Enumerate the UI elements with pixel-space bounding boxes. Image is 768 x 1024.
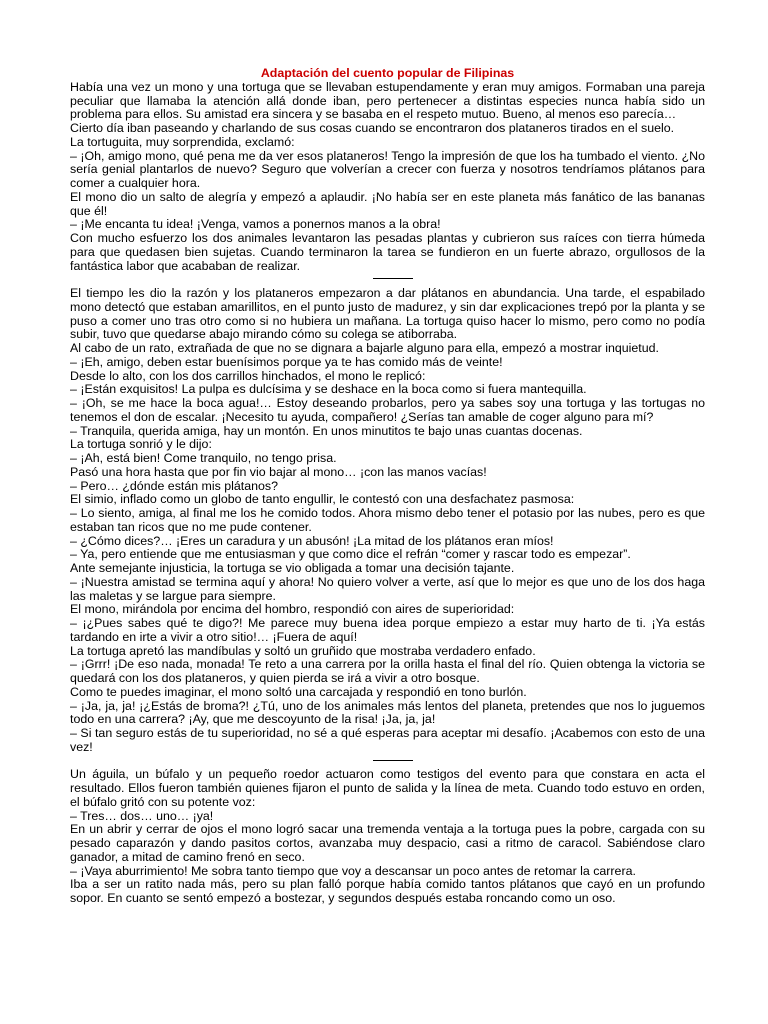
paragraph: – ¡Vaya aburrimiento! Me sobra tanto tiempo que voy a descansar un poco antes de retomar la carrera.: [70, 863, 636, 878]
paragraph: – ¡Grrr! ¡De eso nada, monada! Te reto a una carrera por la orilla hasta el final del río. Quien obtenga la victoria se quedará con los dos plataneros, y quien pierda se irá a vivir a otro bosque.: [70, 657, 705, 685]
paragraph: El mono dio un salto de alegría y empezó a aplaudir. ¡No había ser en este planeta más fanático de las bananas que él!: [70, 189, 705, 218]
story-title: Adaptación del cuento popular de Filipinas: [260, 66, 515, 80]
paragraph: El tiempo les dio la razón y los plataneros empezaron a dar plátanos en abundancia. Una tarde, el espabilado mono detectó que estaban amarillitos, en el punto justo de madurez, y sin dar explicaciones trepó por la planta y se puso a comer uno tras otro como si no hubiera un mañana. La tortuga quiso hacer lo mismo, pero como no podía subir, tuvo que quedarse abajo mirando cómo su colega se atiborraba.: [70, 286, 705, 342]
paragraph: En un abrir y cerrar de ojos el mono logró sacar una tremenda ventaja a la tortuga pues la pobre, cargada con su pesado caparazón y dando pasitos cortos, avanzaba muy despacio, casi a ritmo de caracol. Sabiéndose claro ganador, a mitad de camino frenó en seco.: [70, 822, 705, 864]
paragraph: Al cabo de un rato, extrañada de que no se dignara a bajarle alguno para ella, empezó a mostrar inquietud.: [70, 341, 659, 355]
section-2: [70, 287, 705, 755]
paragraph: Desde lo alto, con los dos carrillos hinchados, el mono le replicó:: [70, 368, 426, 383]
paragraph: – ¡Me encanta tu idea! ¡Venga, vamos a ponernos manos a la obra!: [70, 217, 441, 232]
paragraph: – ¡Eh, amigo, deben estar buenísimos porque ya te has comido más de veinte!: [70, 354, 503, 369]
paragraph: – Si tan seguro estás de tu superioridad, no sé a qué esperas para aceptar mi desafío. ¡Acabemos con esto de una vez!: [70, 726, 705, 754]
paragraph: – Tres… dos… uno… ¡ya!: [70, 808, 214, 823]
paragraph: Como te puedes imaginar, el mono soltó una carcajada y respondió en tono burlón.: [70, 684, 527, 699]
paragraph: Pasó una hora hasta que por fin vio bajar al mono… ¡con las manos vacías!: [70, 464, 487, 479]
paragraph: – ¡¿Pues sabes qué te digo?! Me parece muy buena idea porque empiezo a estar muy harto de ti. ¡Ya estás tardando en irte a vivir a otro sitio!… ¡Fuera de aquí!: [70, 616, 705, 644]
paragraph: Un águila, un búfalo y un pequeño roedor actuaron como testigos del evento para que constara en acta el resultado. Ellos fueron también quienes fijaron el punto de salida y la línea de meta. Cuando todo estuvo en orden, el búfalo gritó con su potente voz:: [70, 767, 705, 809]
paragraph: Cierto día iban paseando y charlando de sus cosas cuando se encontraron dos plataneros tirados en el suelo.: [70, 121, 675, 135]
paragraph: La tortuga apretó las mandíbulas y soltó un gruñido que mostraba verdadero enfado.: [70, 643, 536, 658]
paragraph: Con mucho esfuerzo los dos animales levantaron las pesadas plantas y cubrieron sus raíces con tierra húmeda para que quedasen bien sujetas. Cuando terminaron la tarea se fundieron en un fuerte abrazo, orgullosos de la fantástica labor que acababan de realizar.: [70, 231, 705, 273]
paragraph: Había una vez un mono y una tortuga que se llevaban estupendamente y eran muy amigos. Formaban una pareja peculiar que llamaba la atención allá donde iban, pero pertenecer a distintas especies nunca había sido un problema para ellos. Su amistad era sincera y se basaba en el respeto mutuo. Bueno, al menos eso parecía…: [70, 79, 705, 122]
paragraph: La tortuguita, muy sorprendida, exclamó:: [70, 134, 295, 149]
section-1: [70, 81, 705, 274]
paragraph: Iba a ser un ratito nada más, pero su plan falló porque había comido tantos plátanos que cayó en un profundo sopor. En cuanto se sentó empezó a bostezar, y segundos después estaba roncando como un oso.: [70, 877, 705, 905]
paragraph: – ¿Cómo dices?… ¡Eres un caradura y un abusón! ¡La mitad de los plátanos eran míos!: [70, 533, 554, 548]
paragraph: – Tranquila, querida amiga, hay un montón. En unos minutitos te bajo unas cuantas docenas.: [70, 423, 583, 438]
paragraph: La tortuga sonrió y le dijo:: [70, 437, 212, 452]
paragraph: – ¡Ah, está bien! Come tranquilo, no tengo prisa.: [70, 451, 337, 465]
paragraph: – ¡Ja, ja, ja! ¡¿Estás de broma?! ¿Tú, uno de los animales más lentos del planeta, pretendes que nos lo juguemos todo en una carrera? ¡Ay, que me descoyunto de la risa! ¡Ja, ja, ja!: [70, 698, 705, 727]
paragraph: El mono, mirándola por encima del hombro, respondió con aires de superioridad:: [70, 602, 515, 617]
paragraph: – ¡Nuestra amistad se termina aquí y ahora! No quiero volver a verte, así que lo mejor es que uno de los dos haga las maletas y se largue para siempre.: [70, 574, 705, 603]
paragraph: – Lo siento, amiga, al final me los he comido todos. Ahora mismo debo tener el potasio por las nubes, pero es que estaban tan ricos que no me pude contener.: [70, 506, 705, 534]
paragraph: El simio, inflado como un globo de tanto engullir, le contestó con una desfachatez pasmosa:: [70, 492, 575, 507]
section-separator: [70, 273, 705, 287]
paragraph: – Ya, pero entiende que me entusiasman y que como dice el refrán “comer y rascar todo es empezar”.: [70, 547, 631, 562]
story-text: [70, 67, 705, 906]
paragraph: – ¡Están exquisitos! La pulpa es dulcísima y se deshace en la boca como si fuera mantequilla.: [70, 382, 587, 397]
paragraph: – Pero… ¿dónde están mis plátanos?: [70, 478, 279, 493]
paragraph: Ante semejante injusticia, la tortuga se vio obligada a tomar una decisión tajante.: [70, 561, 515, 575]
section-3: [70, 768, 705, 906]
section-separator: [70, 755, 705, 769]
paragraph: – ¡Oh, amigo mono, qué pena me da ver esos plataneros! Tengo la impresión de que los ha tumbado el viento. ¿No sería genial plantarlos de nuevo? Seguro que volverían a crecer con fuerza y nosotros tendríamos plátanos para comer a cualquier hora.: [70, 148, 705, 190]
paragraph: – ¡Oh, se me hace la boca agua!… Estoy deseando probarlos, pero ya sabes soy una tortuga y las tortugas no tenemos el don de escalar. ¡Necesito tu ayuda, compañero! ¿Serías tan amable de coger alguno para mí?: [70, 396, 705, 424]
